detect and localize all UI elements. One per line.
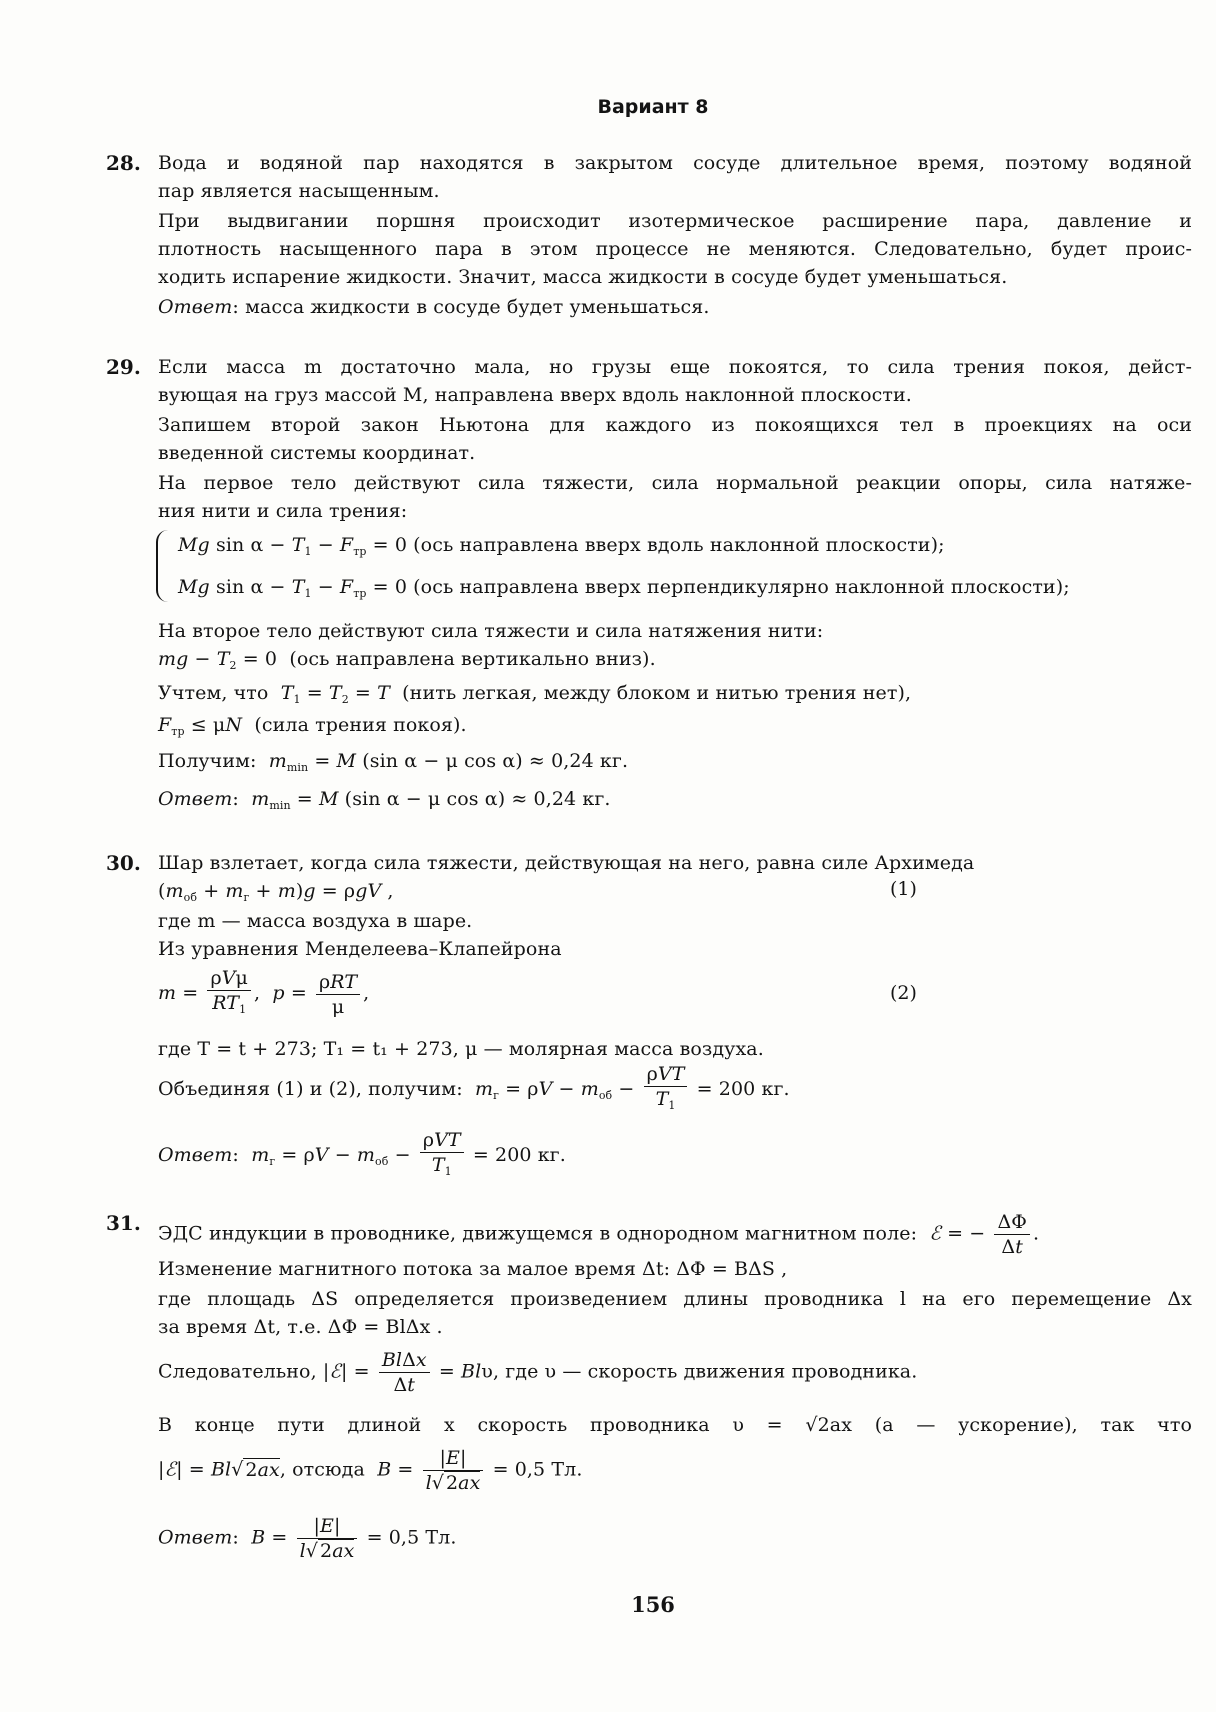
p29-result: ≈ 0,24 кг. — [528, 750, 629, 772]
p30-result: = 200 кг. — [696, 1078, 790, 1100]
p30-line-3: Из уравнения Менделеева–Клапейрона — [158, 938, 562, 960]
p30-answer-result: = 200 кг. — [472, 1144, 566, 1166]
l7-mid: , отсюда — [279, 1458, 365, 1481]
p29-system-eq-2: Mg $\sin \alpha - T_1 - F_{тр} = 0$ (ось направлена вверх перпендикулярно наклонной плоскости); — [178, 576, 1070, 600]
p31-line-1: ЭДС индукции в проводнике, движущемся в однородном магнитном поле: ℰ = − $\frac{\Delta\Phi}{\Delta t}$ . — [158, 1211, 1040, 1258]
p29-eq-second-body: mg − $T_2 = 0$ (ось направлена вертикально вниз). — [158, 648, 656, 672]
p31-line-5: Следовательно, |ℰ| = $\frac{\text{BlΔx}}{\Delta t}$ = Blυ, где υ — скорость движения проводника. — [158, 1349, 918, 1396]
p29-line-3: Запишем второй закон Ньютона для каждого из покоящихся тел в проекциях на оси — [158, 414, 1192, 436]
answer-label: Ответ — [158, 1144, 233, 1166]
p29-line-1: Если масса m достаточно мала, но грузы еще покоятся, то сила трения покоя, дейст- — [158, 356, 1192, 378]
p28-line-5: ходить испарение жидкости. Значит, масса жидкости в сосуде будет уменьшаться. — [158, 266, 1008, 288]
variant-title: Вариант 8 — [597, 96, 709, 118]
l9-note: (сила трения покоя). — [254, 714, 467, 736]
sys1-note: (ось направлена вверх вдоль наклонной плоскости); — [413, 534, 945, 556]
p31-line-4: за время Δt, т.е. ΔΦ = BlΔx . — [158, 1316, 443, 1338]
problem-30-number: 30. — [106, 851, 141, 875]
problem-29-number: 29. — [106, 355, 141, 379]
p30-answer: Ответ: $m_г = \rho V - m_{об}$ − $\frac{\text{ρVT}}{T_1}$ = 200 кг. — [158, 1129, 566, 1178]
problem-28-number: 28. — [106, 151, 141, 175]
p29-line-5: На первое тело действуют сила тяжести, сила нормальной реакции опоры, сила натяже- — [158, 472, 1192, 494]
answer-label: Ответ — [158, 1526, 233, 1549]
p29-line-4: введенной системы координат. — [158, 442, 476, 464]
p28-answer-text: : масса жидкости в сосуде будет уменьшаться. — [232, 296, 710, 318]
page-number: 156 — [631, 1592, 675, 1617]
l5-post: , где υ — скорость движения проводника. — [492, 1360, 918, 1383]
p31-answer-result: = 0,5 Тл. — [366, 1526, 457, 1549]
system-brace — [156, 530, 172, 602]
l5-pre: Объединяя (1) и (2), получим: — [158, 1078, 463, 1100]
answer-label: Ответ — [158, 788, 233, 810]
problem-31-number: 31. — [106, 1211, 141, 1235]
l5-pre: Следовательно, — [158, 1360, 317, 1383]
p28-line-1: Вода и водяной пар находятся в закрытом сосуде длительное время, поэтому водяной — [158, 152, 1192, 174]
p30-eq-2-number: (2) — [890, 982, 917, 1004]
p29-line-7: На вторoе тело действуют сила тяжести и сила натяжения нити: — [158, 620, 824, 642]
p29-line-8: Учтем, что $T_1 = T_2 = T$ (нить легкая, между блоком и нитью трения нет), — [158, 682, 912, 706]
p30-line-4: где T = t + 273; T₁ = t₁ + 273, μ — молярная масса воздуха. — [158, 1038, 764, 1060]
sys2-note: (ось направлена вверх перпендикулярно наклонной плоскости); — [413, 576, 1070, 598]
p28-line-4: плотность насыщенного пара в этом процессе не меняются. Следовательно, будет проис- — [158, 238, 1192, 260]
p28-answer — [158, 294, 709, 320]
p30-line-5: Объединяя (1) и (2), получим: $m_г = \rho V - m_{об}$ − $\frac{\text{ρVT}}{T_1}$ = 200 кг. — [158, 1063, 790, 1112]
eq2-note: (ось направлена вертикально вниз). — [289, 648, 656, 670]
p29-line-9: $F_{тр} \le \mu N$ (сила трения покоя). — [158, 714, 467, 738]
p31-answer: Ответ: B = $\frac{|E|}{l√ 2ax}$ = 0,5 Тл. — [158, 1515, 457, 1562]
p29-system-eq-1: Mg $\sin \alpha - T_1 - F_{тр} = 0$ (ось направлена вверх вдоль наклонной плоскости); — [178, 534, 945, 558]
p30-eq-2: m = $\frac{\text{ρVμ}}{RT_1}$ , p = $\frac{\text{ρRT}}{\mu}$ , — [158, 967, 370, 1018]
p31-line-7: |ℰ| = Bl√ 2ax, отсюда B = $\frac{|E|}{l√ 2ax}$ = 0,5 Тл. — [158, 1447, 583, 1494]
p29-line-6: ния нити и сила трения: — [158, 500, 408, 522]
l8-pre: Учтем, что — [158, 682, 269, 704]
p29-answer: Ответ: $m_{min} = M$ (sin α − μ cos α) ≈ 0,24 кг. — [158, 788, 611, 812]
p28-line-3: При выдвигании поршня происходит изотермическое расширение пара, давление и — [158, 210, 1192, 232]
l1-text: ЭДС индукции в проводнике, движущемся в однородном магнитном поле: — [158, 1222, 918, 1245]
p31-line-2: Изменение магнитного потока за малое время Δt: ΔΦ = BΔS , — [158, 1258, 788, 1280]
p31-line-6: В конце пути длиной x скорость проводника υ = √2ax (a — ускорение), так что — [158, 1414, 1192, 1436]
p31-result: = 0,5 Тл. — [492, 1458, 583, 1481]
p29-line-10: Получим: $m_{min} = M$ (sin α − μ cos α) ≈ 0,24 кг. — [158, 750, 629, 774]
p30-line-2: где m — масса воздуха в шаре. — [158, 910, 473, 932]
p29-line-2: вующая на груз массой M, направлена вверх вдоль наклонной плоскости. — [158, 384, 912, 406]
p28-line-2: пар является насыщенным. — [158, 180, 440, 202]
p31-line-3: где площадь ΔS определяется произведением длины проводника l на его перемещение Δx — [158, 1288, 1192, 1310]
p30-eq-1: $(m_{об} + m_г + m)g = \rho gV$ , — [158, 880, 394, 904]
p29-answer-result: ≈ 0,24 кг. — [511, 788, 611, 810]
p30-eq-1-number: (1) — [890, 878, 917, 900]
p30-line-1: Шар взлетает, когда сила тяжести, действующая на него, равна силе Архимеда — [158, 852, 975, 874]
l10-pre: Получим: — [158, 750, 257, 772]
answer-label: Ответ — [158, 296, 233, 318]
l8-note: (нить легкая, между блоком и нитью трения нет), — [402, 682, 912, 704]
